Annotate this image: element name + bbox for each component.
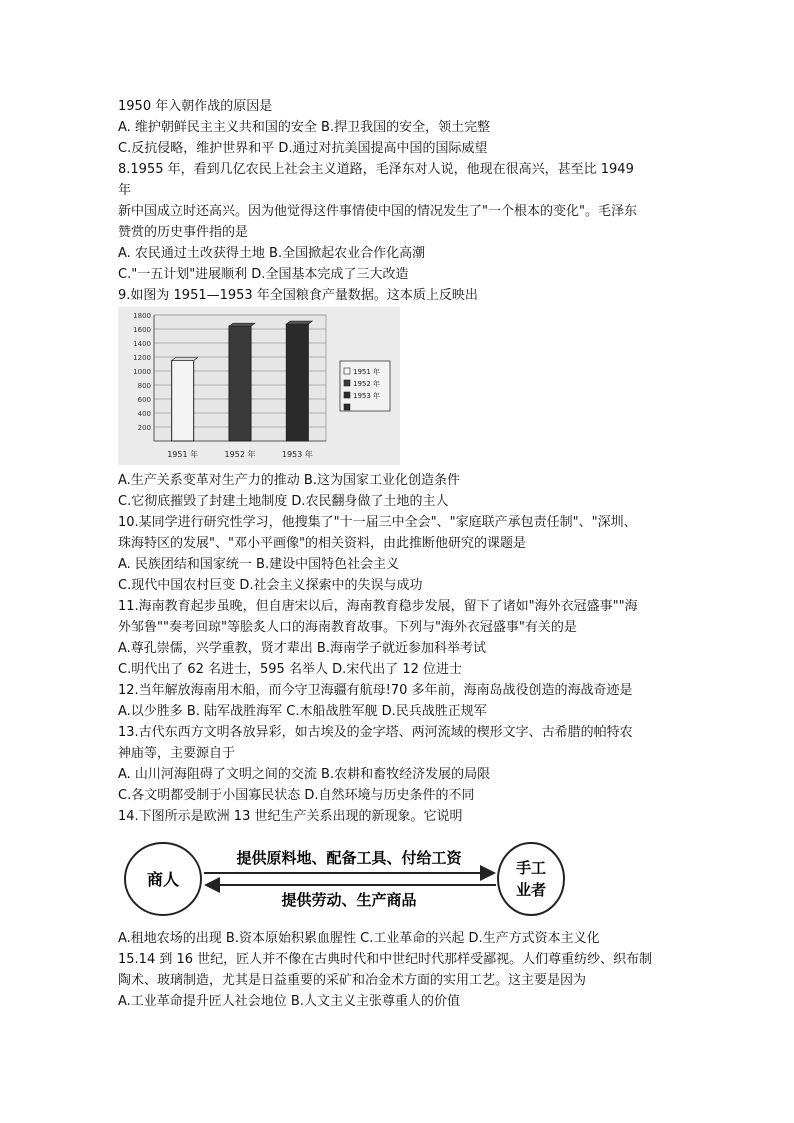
production-relation-diagram [118,833,568,923]
y-tick-label: 1200 [133,354,151,362]
bar-top-2 [229,323,255,326]
y-tick-label: 1000 [133,368,151,376]
text-line: C.各文明都受制于小国寡民状态 D.自然环境与历史条件的不同 [118,788,475,803]
text-line: 10.某同学进行研究性学习，他搜集了"十一届三中全会"、"家庭联产承包责任制"、"深圳、 [118,515,637,530]
legend-swatch-4 [344,404,350,410]
y-tick-label: 1800 [133,312,151,320]
text-line: A. 民族团结和国家统一 B.建设中国特色社会主义 [118,557,400,572]
legend-label-1: 1951 年 [353,368,381,376]
bar-top-3 [286,321,312,324]
text-line: 8.1955 年，看到几亿农民上社会主义道路，毛泽东对人说，他现在很高兴，甚至比 1949 [118,162,634,177]
bar-3 [286,324,308,441]
y-tick-label: 600 [137,396,151,404]
text-line: A. 山川河海阻碍了文明之间的交流 B.农耕和畜牧经济发展的局限 [118,767,491,782]
bottom-arrow-label: 提供劳动、生产商品 [281,891,417,909]
text-line: 神庙等，主要源自于 [118,746,236,761]
top-arrow-label: 提供原料地、配备工具、付给工资 [236,849,462,867]
text-line: 年 [118,183,132,198]
text-line: A.生产关系变革对生产力的推动 B.这为国家工业化创造条件 [118,473,460,488]
artisan-node [498,843,564,915]
grain-output-bar-chart [118,307,400,465]
legend-label-2: 1952 年 [353,380,381,388]
legend-swatch-3 [344,392,350,398]
bar-2 [229,326,251,441]
legend-swatch-1 [344,368,350,374]
y-tick-label: 1400 [133,340,151,348]
text-line: 11.海南教育起步虽晚，但自唐宋以后，海南教育稳步发展，留下了诸如"海外衣冠盛事""海 [118,599,638,614]
text-line: 12.当年解放海南用木船，而今守卫海疆有航母!70 多年前，海南岛战役创造的海战奇迹是 [118,683,633,698]
text-line: 新中国成立时还高兴。因为他觉得这件事情使中国的情况发生了"一个根本的变化"。毛泽东 [118,204,637,219]
artisan-node-label-1: 手工 [515,859,547,877]
text-line: A. 维护朝鲜民主主义共和国的安全 B.捍卫我国的安全，领土完整 [118,120,491,135]
text-line: C.明代出了 62 名进士，595 名举人 D.宋代出了 12 位进士 [118,662,463,677]
text-line: C."一五计划"进展顺利 D.全国基本完成了三大改造 [118,267,409,282]
legend-swatch-2 [344,380,350,386]
text-line: 15.14 到 16 世纪，匠人并不像在古典时代和中世纪时代那样受鄙视。人们尊重纺纱、织布制 [118,952,653,967]
text-line: A.租地农场的出现 B.资本原始积累血腥性 C.工业革命的兴起 D.生产方式资本主义化 [118,931,600,946]
y-tick-label: 200 [137,424,151,432]
y-tick-label: 800 [137,382,151,390]
y-tick-label: 400 [137,410,151,418]
text-line: 赞赏的历史事件指的是 [118,225,249,240]
text-line: 1950 年入朝作战的原因是 [118,99,273,114]
text-line: C.现代中国农村巨变 D.社会主义探索中的失误与成功 [118,578,423,593]
text-line: A.工业革命提升匠人社会地位 B.人文主义主张尊重人的价值 [118,994,460,1009]
bar-1 [172,361,194,442]
x-tick-label: 1952 年 [224,450,256,459]
text-line: 9.如图为 1951—1953 年全国粮食产量数据。这本质上反映出 [118,288,478,303]
text-line: A.以少胜多 B. 陆军战胜海军 C.木船战胜军舰 D.民兵战胜正规军 [118,704,487,719]
text-line: A.尊孔崇儒，兴学重教，贤才辈出 B.海南学子就近参加科举考试 [118,641,486,656]
artisan-node-label-2: 业者 [515,881,547,899]
x-tick-label: 1951 年 [167,450,199,459]
legend-label-3: 1953 年 [353,392,381,400]
bar-top-1 [172,358,198,361]
merchant-node-label: 商人 [146,870,180,889]
text-line: 外邹鲁""奏考回琼"等脍炙人口的海南教育故事。下列与"海外衣冠盛事"有关的是 [118,620,577,635]
text-line: C.它彻底摧毁了封建土地制度 D.农民翻身做了土地的主人 [118,494,449,509]
text-line: A. 农民通过土改获得土地 B.全国掀起农业合作化高潮 [118,246,426,261]
text-line: 13.古代东西方文明各放异彩，如古埃及的金字塔、两河流域的楔形文字、古希腊的帕特农 [118,725,633,740]
y-tick-label: 1600 [133,326,151,334]
text-line: 14.下图所示是欧洲 13 世纪生产关系出现的新现象。它说明 [118,809,463,824]
text-line: 陶术、玻璃制造，尤其是日益重要的采矿和冶金术方面的实用工艺。这主要是因为 [118,973,587,988]
text-line: 珠海特区的发展"、"邓小平画像"的相关资料，由此推断他研究的课题是 [118,536,526,551]
x-tick-label: 1953 年 [281,450,313,459]
text-line: C.反抗侵略，维护世界和平 D.通过对抗美国提高中国的国际威望 [118,141,488,156]
